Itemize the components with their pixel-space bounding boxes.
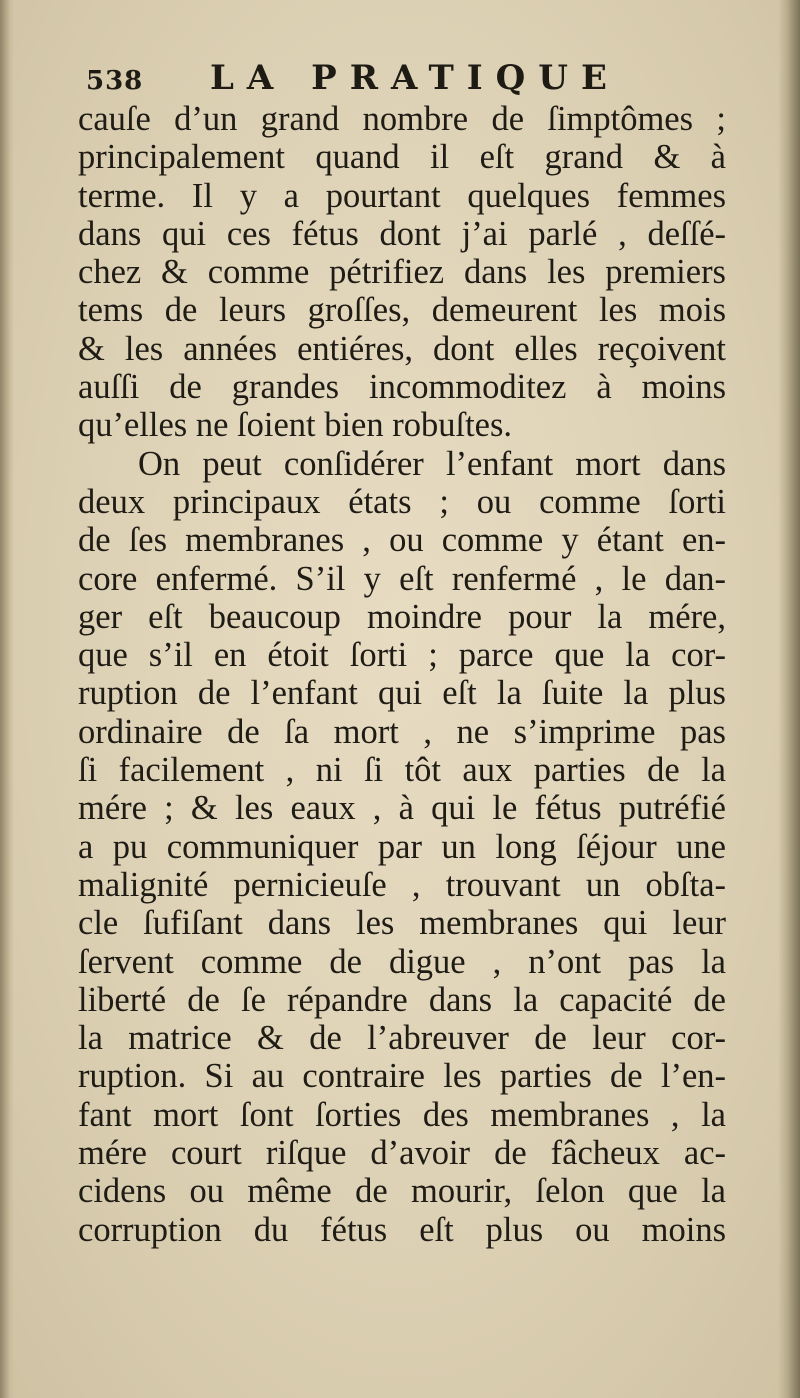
text-line: principalement quand il eſt grand & à [78, 138, 726, 177]
text-line: malignité pernicieuſe , trouvant un obſta- [78, 865, 726, 904]
text-line: core enfermé. S’il y eſt renfermé , le dan- [78, 559, 726, 598]
text-line: ſervent comme de digue , n’ont pas la [78, 942, 726, 981]
page-number: 538 [86, 66, 144, 96]
text-line: fant mort ſont ſorties des membranes , la [78, 1095, 726, 1134]
text-line: terme. Il y a pourtant quelques femmes [78, 176, 726, 215]
text-line: cauſe d’un grand nombre de ſimptômes ; [78, 100, 726, 138]
text-line: tems de leurs groſſes, demeurent les mois [78, 291, 726, 330]
running-title: LA PRATIQUE [210, 58, 620, 98]
text-line: dans qui ces fétus dont j’ai parlé , deſſé- [78, 214, 726, 253]
text-line: a pu communiquer par un long ſéjour une [78, 827, 726, 866]
text-line: ſi facilement , ni ſi tôt aux parties de la [78, 751, 726, 790]
text-line-paragraph-end: qu’elles ne ſoient bien robuſtes. [78, 406, 513, 445]
text-line: chez & comme pétrifiez dans les premiers [78, 253, 726, 292]
running-head [86, 56, 746, 100]
text-line: auſſi de grandes incommoditez à moins [78, 368, 726, 407]
text-line: la matrice & de l’abreuver de leur cor- [78, 1019, 726, 1058]
text-line: que s’il en étoit ſorti ; parce que la cor- [78, 636, 726, 675]
text-line: liberté de ſe répandre dans la capacité de [78, 980, 726, 1019]
text-line: ruption. Si au contraire les parties de l’en- [78, 1057, 726, 1096]
text-line: mére court riſque d’avoir de fâcheux ac- [78, 1134, 726, 1173]
text-line: cidens ou même de mourir, ſelon que la [78, 1172, 726, 1211]
page-right-edge-shadow [778, 0, 800, 1398]
text-line-paragraph-start: On peut conſidérer l’enfant mort dans [138, 444, 726, 483]
text-line: ordinaire de ſa mort , ne s’imprime pas [78, 712, 726, 751]
text-line: ger eſt beaucoup moindre pour la mére, [78, 597, 726, 636]
text-line: corruption du fétus eſt plus ou moins [78, 1210, 726, 1249]
page-left-edge-shadow [0, 0, 14, 1398]
text-line: de ſes membranes , ou comme y étant en- [78, 521, 726, 560]
text-line: & les années entiéres, dont elles reçoivent [78, 329, 726, 368]
text-line: deux principaux états ; ou comme ſorti [78, 482, 726, 521]
text-line: mére ; & les eaux , à qui le fétus putréfié [78, 789, 726, 828]
text-line: ruption de l’enfant qui eſt la ſuite la plus [78, 674, 726, 713]
body-text [78, 100, 726, 1249]
text-line: cle ſufiſant dans les membranes qui leur [78, 904, 726, 943]
